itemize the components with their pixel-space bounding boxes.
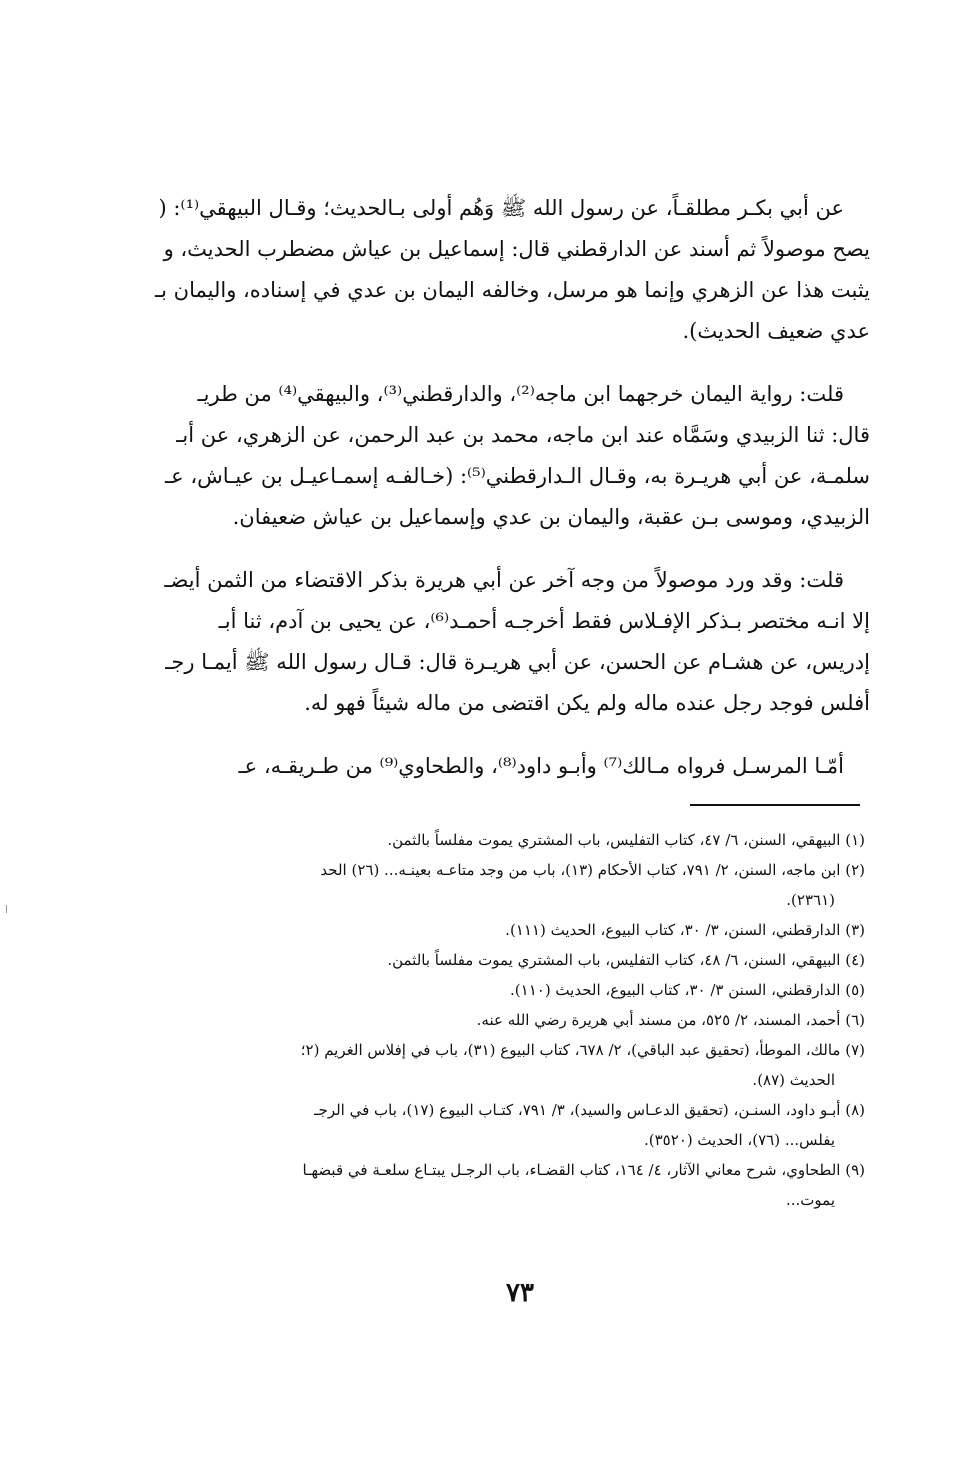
footnote-continuation: يموت... xyxy=(785,1191,835,1209)
footnote-6 xyxy=(155,1005,865,1035)
paragraph-1 xyxy=(150,188,870,352)
footnote-9 xyxy=(155,1155,865,1215)
text-line: قال: ثنا الزبيدي وسَمَّاه عند ابن ماجه، محمد بن عبد الرحمن، عن الزهري، عن أبـ xyxy=(176,423,870,447)
footnote-text: (٥) الدارقطني، السنن ٣/ ٣٠، كتاب البيوع، الحديث (١١٠). xyxy=(510,981,865,999)
footnote-text: (٨) أبـو داود، السنـن، (تحقيق الدعـاس والسيد)، ٣/ ٧٩١، كتـاب البيوع (١٧)، باب في الرجـ xyxy=(314,1101,865,1119)
text-line: أمّـا المرسـل فرواه مـالك⁽⁷⁾ وأبـو داود⁽⁸⁾، والطحاوي⁽⁹⁾ من طـريقـه، عـ xyxy=(238,754,844,778)
page-number: ٧٣ xyxy=(506,1278,534,1308)
footnote-text: (٤) البيهقي، السنن، ٦/ ٤٨، كتاب التفليس، باب المشتري يموت مفلساً بالثمن. xyxy=(387,951,865,969)
text-line: عدي ضعيف الحديث). xyxy=(682,319,870,343)
footnote-8 xyxy=(155,1095,865,1155)
footnote-continuation: (٢٣٦١). xyxy=(786,891,835,909)
text-line: قلت: رواية اليمان خرجهما ابن ماجه⁽²⁾، والدارقطني⁽³⁾، والبيهقي⁽⁴⁾ من طريـ xyxy=(197,382,844,406)
footnote-7 xyxy=(155,1035,865,1095)
text-line: سلمـة، عن أبي هريـرة به، وقـال الـدارقطني⁽⁵⁾: (خـالفـه إسمـاعيـل بن عيـاش، عـ xyxy=(165,464,870,488)
text-line: الزبيدي، وموسى بـن عقبة، واليمان بن عدي وإسماعيل بن عياش ضعيفان. xyxy=(232,505,870,529)
scan-margin-mark xyxy=(6,905,7,913)
text-line: إلا انـه مختصر بـذكر الإفـلاس فقط أخرجـه أحمـد⁽⁶⁾، عن يحيى بن آدم، ثنا أبـ xyxy=(218,609,870,633)
footnote-text: (٧) مالك، الموطأ، (تحقيق عبد الباقي)، ٢/ ٦٧٨، كتاب البيوع (٣١)، باب في إفلاس الغريم (٢؛ xyxy=(300,1041,865,1059)
text-line: يثبت هذا عن الزهري وإنما هو مرسل، وخالفه اليمان بن عدي في إسناده، واليمان بـ xyxy=(154,278,870,302)
text-line: إدريس، عن هشـام عن الحسن، عن أبي هريـرة قال: قـال رسول الله ﷺ أيمـا رجـ xyxy=(165,650,870,674)
paragraph-3 xyxy=(150,560,870,724)
footnote-text: (٣) الدارقطني، السنن، ٣/ ٣٠، كتاب البيوع، الحديث (١١١). xyxy=(505,921,865,939)
footnote-continuation: الحديث (٨٧). xyxy=(752,1071,835,1089)
footnotes xyxy=(155,825,865,1215)
text-line: عن أبي بكـر مطلقـاً، عن رسول الله ﷺ وَهُم أولى بـالحديث؛ وقـال البيهقي⁽¹⁾: ( xyxy=(158,196,844,220)
text-line: قلت: وقد ورد موصولاً من وجه آخر عن أبي هريرة بذكر الاقتضاء من الثمن أيضـ xyxy=(164,568,844,592)
footnote-text: (١) البيهقي، السنن، ٦/ ٤٧، كتاب التفليس، باب المشتري يموت مفلساً بالثمن. xyxy=(387,831,865,849)
footnote-4 xyxy=(155,945,865,975)
footnote-text: (٢) ابن ماجه، السنن، ٢/ ٧٩١، كتاب الأحكام (١٣)، باب من وجد متاعـه بعينـه... (٢٦) الحد xyxy=(320,861,865,879)
main-text xyxy=(150,188,870,809)
paragraph-2 xyxy=(150,374,870,538)
footnote-text: (٩) الطحاوي، شرح معاني الآثار، ٤/ ١٦٤، كتاب القضـاء، باب الرجـل يبتـاع سلعـة في قبضهـا xyxy=(302,1161,865,1179)
text-line: أفلس فوجد رجل عنده ماله ولم يكن اقتضى من ماله شيئاً فهو له. xyxy=(304,691,870,715)
text-line: يصح موصولاً ثم أسند عن الدارقطني قال: إسماعيل بن عياش مضطرب الحديث، و xyxy=(163,237,870,261)
footnote-3 xyxy=(155,915,865,945)
footnote-separator xyxy=(690,804,860,806)
footnote-continuation: يفلس... (٧٦)، الحديث (٣٥٢٠). xyxy=(643,1131,835,1149)
footnote-5 xyxy=(155,975,865,1005)
footnote-1 xyxy=(155,825,865,855)
paragraph-4 xyxy=(150,746,870,787)
footnote-2 xyxy=(155,855,865,915)
footnote-text: (٦) أحمد، المسند، ٢/ ٥٢٥، من مسند أبي هريرة رضي الله عنه. xyxy=(476,1011,865,1029)
